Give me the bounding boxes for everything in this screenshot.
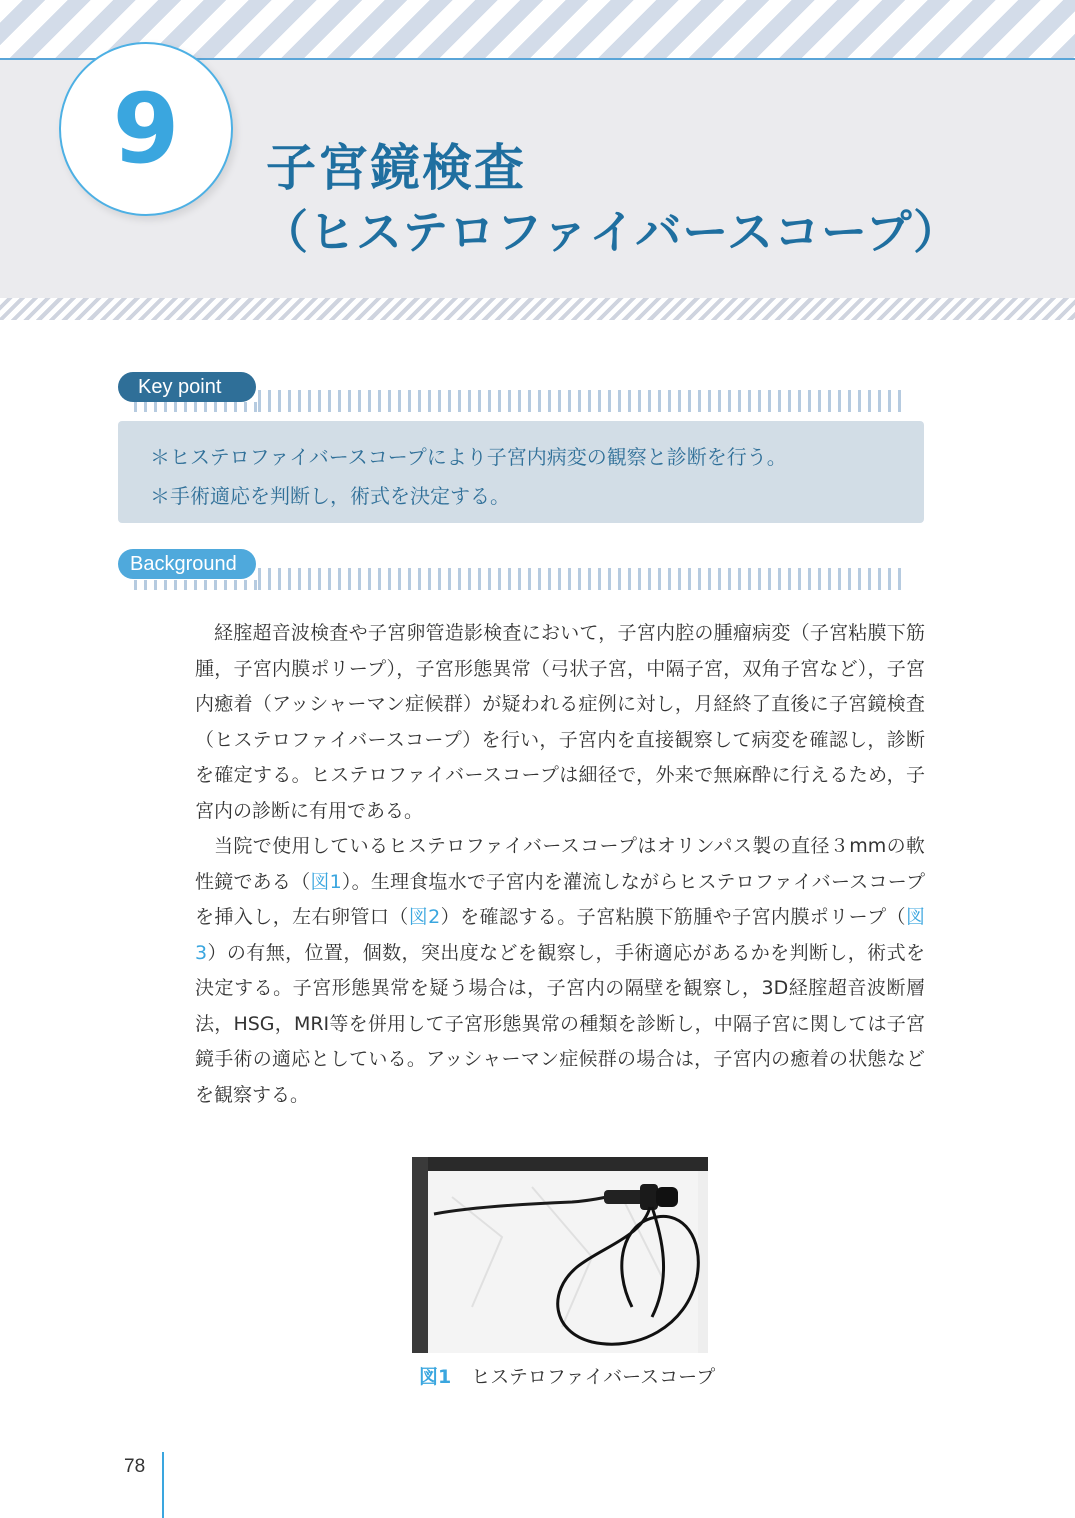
text-run: ）の有無，位置，個数，突出度などを観察し，手術適応があるかを判断し，術式を決定する。子宮形態異常を疑う場合は，子宮内の隔壁を観察し，3D経腟超音波断層法，HSG，MRI等を併用して子宮形態異常の種類を診断し，中隔子宮に関しては子宮鏡手術の適応としている。アッシャーマン症候群の場合は，子宮内の癒着の状態などを観察する。 xyxy=(195,941,925,1106)
header-stripe-bottom xyxy=(0,298,1075,320)
body-paragraph: 経腟超音波検査や子宮卵管造影検査において，子宮内腔の腫瘤病変（子宮粘膜下筋腫，子宮内膜ポリープ），子宮形態異常（弓状子宮，中隔子宮，双角子宮など），子宮内癒着（アッシャーマン症候群）が疑われる症例に対し，月経終了直後に子宮鏡検査（ヒステロファイバースコープ）を行い，子宮内を直接観察して病変を確認し，診断を確定する。ヒステロファイバースコープは細径で，外来で無麻酔に行えるため，子宮内の診断に有用である。 xyxy=(195,622,925,822)
text-run: ）。生理食塩水で子宮内を灌流しながらヒステロファイバースコープを挿入し，左右卵管口（ xyxy=(195,870,925,928)
key-point-tick-rule-small xyxy=(134,402,258,412)
key-point-box xyxy=(118,421,924,523)
chapter-title: 子宮鏡検査 xyxy=(266,139,526,197)
background-tick-rule xyxy=(258,568,908,590)
background-body xyxy=(195,616,925,1113)
text-run: 当院で使用しているヒステロファイバースコープはオリンパス製の直径３mmの軟性鏡である（ xyxy=(195,835,925,893)
figure-ref-link[interactable]: 図1 xyxy=(310,870,342,893)
key-point-item: ＊手術適応を判断し，術式を決定する。 xyxy=(150,484,510,508)
background-tick-rule-small xyxy=(134,580,258,590)
body-paragraph xyxy=(195,829,925,1113)
background-label: Background xyxy=(118,549,256,579)
hysterofiberscope-photo xyxy=(412,1157,708,1353)
figure-1-image xyxy=(412,1157,708,1353)
chapter-number-badge xyxy=(59,42,233,216)
figure-ref-link[interactable]: 図2 xyxy=(408,906,441,928)
key-point-item: ＊ヒステロファイバースコープにより子宮内病変の観察と診断を行う。 xyxy=(150,445,787,469)
key-point-tick-rule xyxy=(258,390,908,412)
page-number: 78 xyxy=(124,1456,146,1477)
figure-caption-text: ヒステロファイバースコープ xyxy=(471,1366,716,1388)
page-number-rule xyxy=(162,1452,164,1518)
chapter-number: 9 xyxy=(112,73,180,185)
chapter-subtitle: （ヒステロファイバースコープ） xyxy=(262,205,961,259)
chapter-header xyxy=(0,0,1075,320)
figure-ref-link[interactable]: 図3 xyxy=(195,906,925,964)
figure-1-caption xyxy=(419,1362,715,1389)
text-run: ）を確認する。子宮粘膜下筋腫や子宮内膜ポリープ（ xyxy=(440,906,906,928)
key-point-label: Key point xyxy=(118,372,256,402)
figure-label: 図1 xyxy=(419,1366,452,1388)
